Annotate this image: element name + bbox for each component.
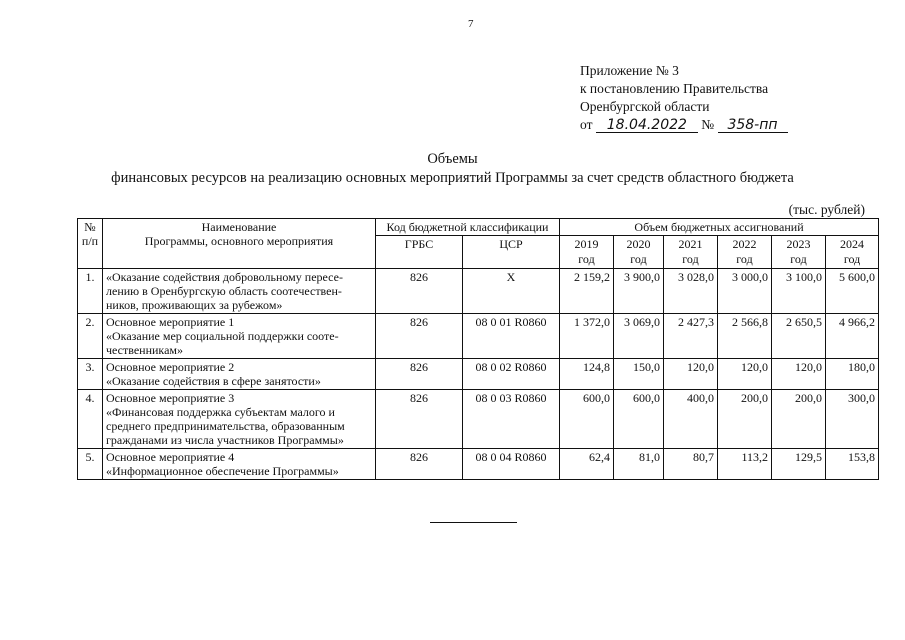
- row-value-2021: 3 028,0: [664, 269, 718, 314]
- row-grbs: 826: [376, 390, 463, 449]
- row-name-line: Основное мероприятие 2: [106, 360, 235, 374]
- row-num: 4.: [78, 390, 103, 449]
- page-number: 7: [468, 18, 474, 30]
- table-row: [78, 390, 879, 449]
- header-name: [103, 219, 376, 269]
- header-year-2024: [826, 236, 879, 269]
- row-csr: 08 0 01 R0860: [463, 314, 560, 359]
- row-value-2023: 120,0: [772, 359, 826, 390]
- year-suffix: год: [630, 252, 647, 266]
- row-name-line: «Информационное обеспечение Программы»: [106, 464, 339, 478]
- row-name: [103, 390, 376, 449]
- header-year-2019: [560, 236, 614, 269]
- table-row: [78, 314, 879, 359]
- header-year-2020: [614, 236, 664, 269]
- year-label: 2019: [574, 237, 599, 251]
- row-num: 2.: [78, 314, 103, 359]
- row-value-2024: 300,0: [826, 390, 879, 449]
- year-label: 2024: [840, 237, 865, 251]
- row-grbs: 826: [376, 314, 463, 359]
- row-name-line: среднего предпринимательства, образованным: [106, 419, 345, 433]
- row-value-2023: 2 650,5: [772, 314, 826, 359]
- row-value-2020: 600,0: [614, 390, 664, 449]
- row-value-2019: 600,0: [560, 390, 614, 449]
- row-value-2021: 80,7: [664, 449, 718, 480]
- row-name-line: Основное мероприятие 1: [106, 315, 235, 329]
- annex-block: [580, 62, 788, 134]
- header-year-2021: [664, 236, 718, 269]
- row-name-line: «Оказание мер социальной поддержки сооте-: [106, 329, 339, 343]
- header-name-line-1: Наименование: [201, 220, 277, 234]
- row-value-2022: 113,2: [718, 449, 772, 480]
- row-name-line: «Финансовая поддержка субъектам малого и: [106, 405, 335, 419]
- from-label: от: [580, 117, 593, 132]
- row-value-2021: 400,0: [664, 390, 718, 449]
- row-num: 5.: [78, 449, 103, 480]
- header-grbs: ГРБС: [376, 236, 463, 269]
- row-name-line: «Оказание содействия добровольному пересе-: [106, 270, 343, 284]
- year-label: 2020: [626, 237, 651, 251]
- header-year-2022: [718, 236, 772, 269]
- row-value-2020: 3 900,0: [614, 269, 664, 314]
- number-label: №: [701, 117, 715, 132]
- table-row: [78, 359, 879, 390]
- row-value-2024: 5 600,0: [826, 269, 879, 314]
- row-name: [103, 449, 376, 480]
- row-value-2019: 1 372,0: [560, 314, 614, 359]
- row-value-2022: 120,0: [718, 359, 772, 390]
- row-name-line: «Оказание содействия в сфере занятости»: [106, 374, 321, 388]
- row-name: [103, 314, 376, 359]
- row-value-2024: 153,8: [826, 449, 879, 480]
- header-code: Код бюджетной классификации: [376, 219, 560, 236]
- year-suffix: год: [736, 252, 753, 266]
- row-value-2020: 3 069,0: [614, 314, 664, 359]
- header-row-1: [78, 219, 879, 236]
- row-value-2020: 150,0: [614, 359, 664, 390]
- row-grbs: 826: [376, 449, 463, 480]
- handwritten-number: 358-пп: [718, 118, 788, 133]
- row-value-2024: 4 966,2: [826, 314, 879, 359]
- row-value-2023: 129,5: [772, 449, 826, 480]
- row-value-2022: 200,0: [718, 390, 772, 449]
- annex-signature-line: [580, 116, 788, 134]
- row-value-2023: 200,0: [772, 390, 826, 449]
- header-volume: Объем бюджетных ассигнований: [560, 219, 879, 236]
- budget-table: [77, 218, 879, 480]
- row-value-2023: 3 100,0: [772, 269, 826, 314]
- table-row: [78, 269, 879, 314]
- row-name-line: гражданами из числа участников Программы»: [106, 433, 344, 447]
- year-label: 2023: [786, 237, 811, 251]
- row-csr: 08 0 02 R0860: [463, 359, 560, 390]
- row-num: 3.: [78, 359, 103, 390]
- row-name-line: ников, проживающих за рубежом»: [106, 298, 283, 312]
- year-suffix: год: [843, 252, 861, 266]
- row-name: [103, 269, 376, 314]
- year-suffix: год: [790, 252, 807, 266]
- row-value-2024: 180,0: [826, 359, 879, 390]
- row-value-2022: 2 566,8: [718, 314, 772, 359]
- row-grbs: 826: [376, 269, 463, 314]
- title-line-1: Объемы: [427, 151, 478, 167]
- closing-divider: [430, 522, 517, 523]
- year-suffix: год: [578, 252, 595, 266]
- header-name-line-2: Программы, основного мероприятия: [144, 234, 334, 248]
- row-value-2020: 81,0: [614, 449, 664, 480]
- annex-line-3: Оренбургской области: [580, 99, 710, 114]
- row-name-line: чественникам»: [106, 343, 183, 357]
- row-name-line: лению в Оренбургскую область соотечествен-: [106, 284, 342, 298]
- row-name: [103, 359, 376, 390]
- row-value-2021: 120,0: [664, 359, 718, 390]
- row-csr: Х: [463, 269, 560, 314]
- row-value-2021: 2 427,3: [664, 314, 718, 359]
- row-value-2019: 124,8: [560, 359, 614, 390]
- year-suffix: год: [682, 252, 699, 266]
- row-csr: 08 0 04 R0860: [463, 449, 560, 480]
- row-grbs: 826: [376, 359, 463, 390]
- row-value-2019: 62,4: [560, 449, 614, 480]
- annex-line-2: к постановлению Правительства: [580, 81, 769, 96]
- document-title: [0, 150, 905, 188]
- header-num: № п/п: [78, 219, 103, 269]
- row-csr: 08 0 03 R0860: [463, 390, 560, 449]
- year-label: 2022: [732, 237, 757, 251]
- row-value-2022: 3 000,0: [718, 269, 772, 314]
- row-value-2019: 2 159,2: [560, 269, 614, 314]
- header-csr: ЦСР: [463, 236, 560, 269]
- row-num: 1.: [78, 269, 103, 314]
- annex-line-1: Приложение № 3: [580, 63, 679, 78]
- year-label: 2021: [678, 237, 703, 251]
- handwritten-date: 18.04.2022: [596, 118, 698, 133]
- units-label: (тыс. рублей): [788, 202, 865, 217]
- row-name-line: Основное мероприятие 4: [106, 450, 235, 464]
- title-line-2: финансовых ресурсов на реализацию основных мероприятий Программы за счет средств областного бюджета: [111, 170, 794, 186]
- header-year-2023: [772, 236, 826, 269]
- row-name-line: Основное мероприятие 3: [106, 391, 235, 405]
- table-row: [78, 449, 879, 480]
